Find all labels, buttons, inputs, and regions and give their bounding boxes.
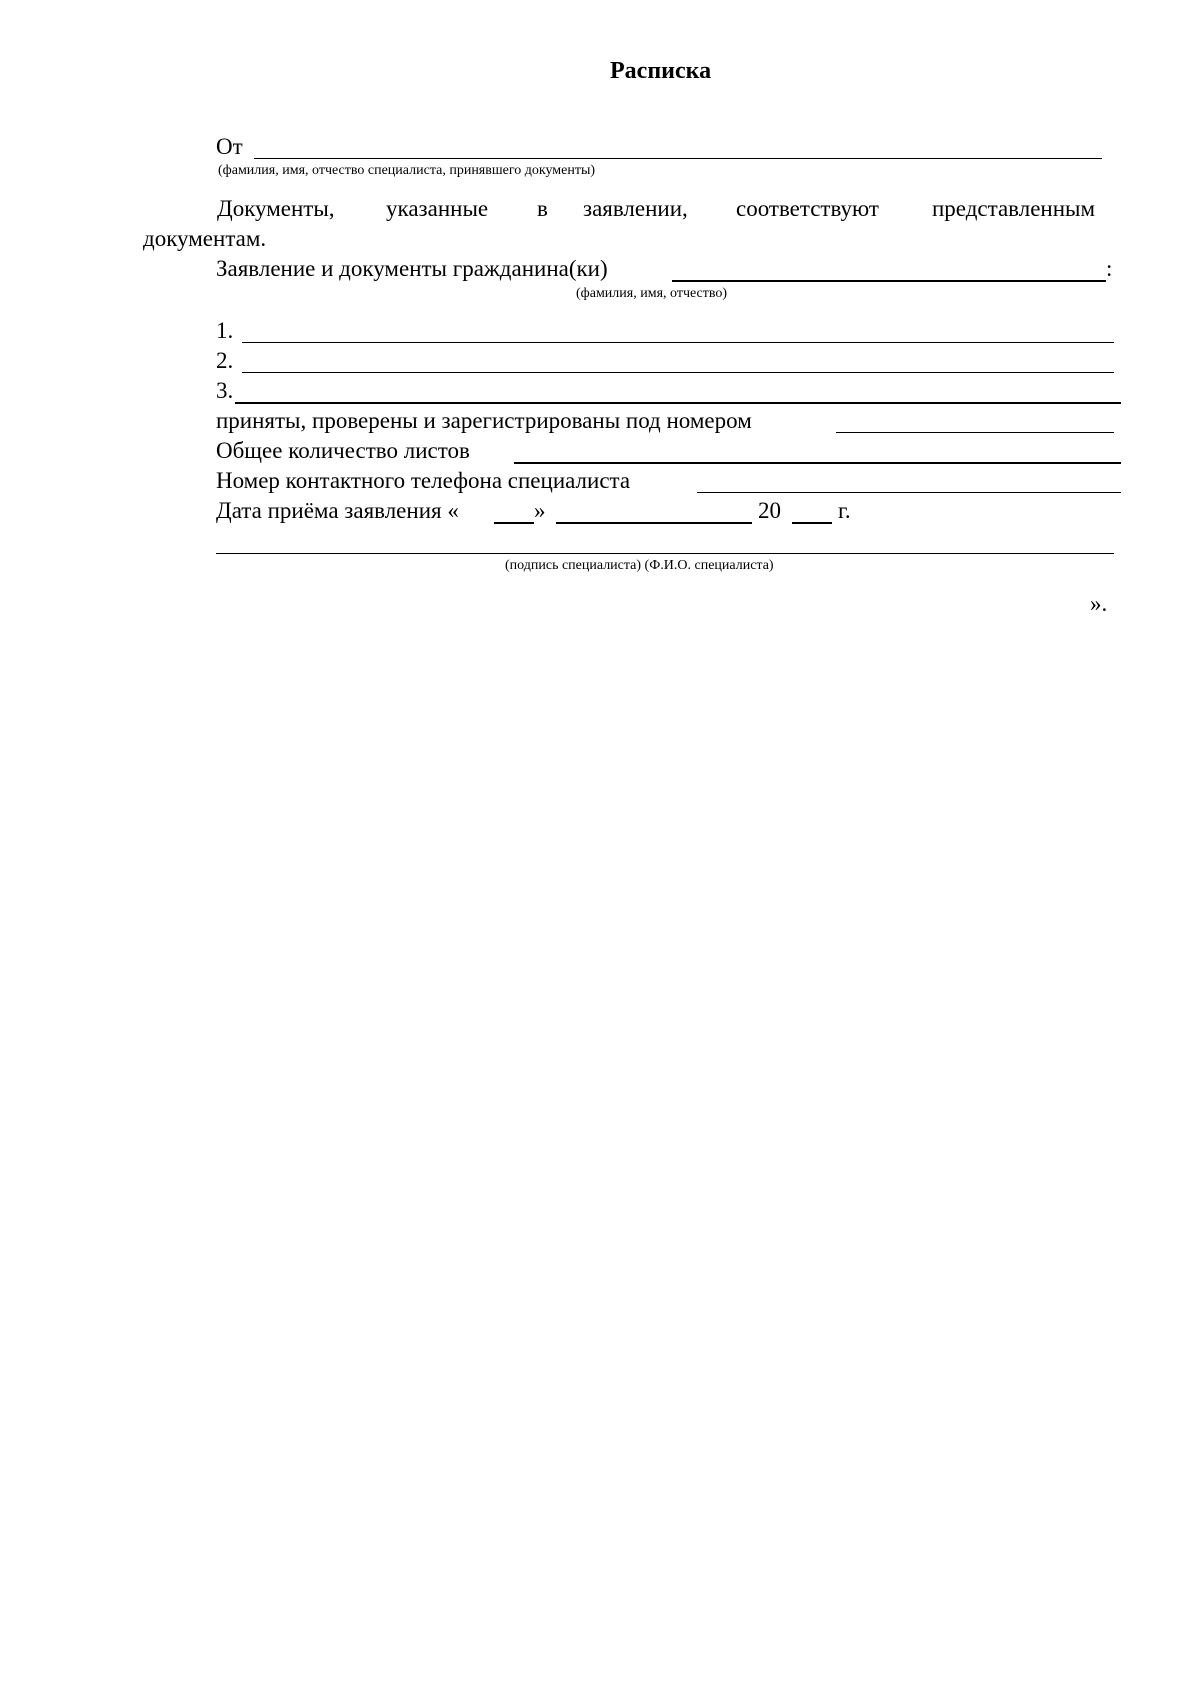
statement-word-4: заявлении, [583,196,688,221]
sheets-count-line[interactable] [514,462,1121,464]
applicant-colon: : [1106,256,1113,281]
closing-mark: ». [1090,591,1108,616]
signature-line[interactable] [216,553,1114,554]
date-label: Дата приёма заявления « [216,498,459,523]
date-year-prefix: 20 [758,498,781,523]
item-line-3[interactable] [235,402,1121,404]
item-line-1[interactable] [242,342,1114,343]
statement-word-5: соответствуют [736,196,879,221]
statement-word-2: указанные [386,196,489,221]
date-close-quote: » [534,498,546,523]
date-month-line[interactable] [556,522,752,524]
registration-number-line[interactable] [836,432,1114,433]
item-line-2[interactable] [242,372,1114,373]
statement-line-2: документам. [143,226,267,251]
date-day-line[interactable] [494,522,534,524]
from-label: От [216,134,243,159]
signature-caption: (подпись специалиста) (Ф.И.О. специалиста) [505,558,774,573]
from-name-line[interactable] [254,158,1102,159]
statement-word-6: представленным [932,196,1096,221]
date-year-line[interactable] [792,522,832,524]
applicant-caption: (фамилия, имя, отчество) [576,286,728,301]
item-number-3: 3. [216,378,234,403]
statement-word-3: в [537,196,548,221]
applicant-label: Заявление и документы гражданина(ки) [216,256,608,281]
registered-label: приняты, проверены и зарегистрированы под номером [216,408,752,433]
date-year-suffix: г. [838,498,851,523]
item-number-2: 2. [216,348,234,373]
applicant-name-line[interactable] [672,280,1106,282]
sheets-label: Общее количество листов [216,438,470,463]
statement-word-1: Документы, [217,196,335,221]
phone-line[interactable] [697,492,1121,493]
from-caption: (фамилия, имя, отчество специалиста, принявшего документы) [218,163,596,178]
phone-label: Номер контактного телефона специалиста [216,468,631,493]
item-number-1: 1. [216,318,234,343]
document-title: Расписка [610,58,712,84]
